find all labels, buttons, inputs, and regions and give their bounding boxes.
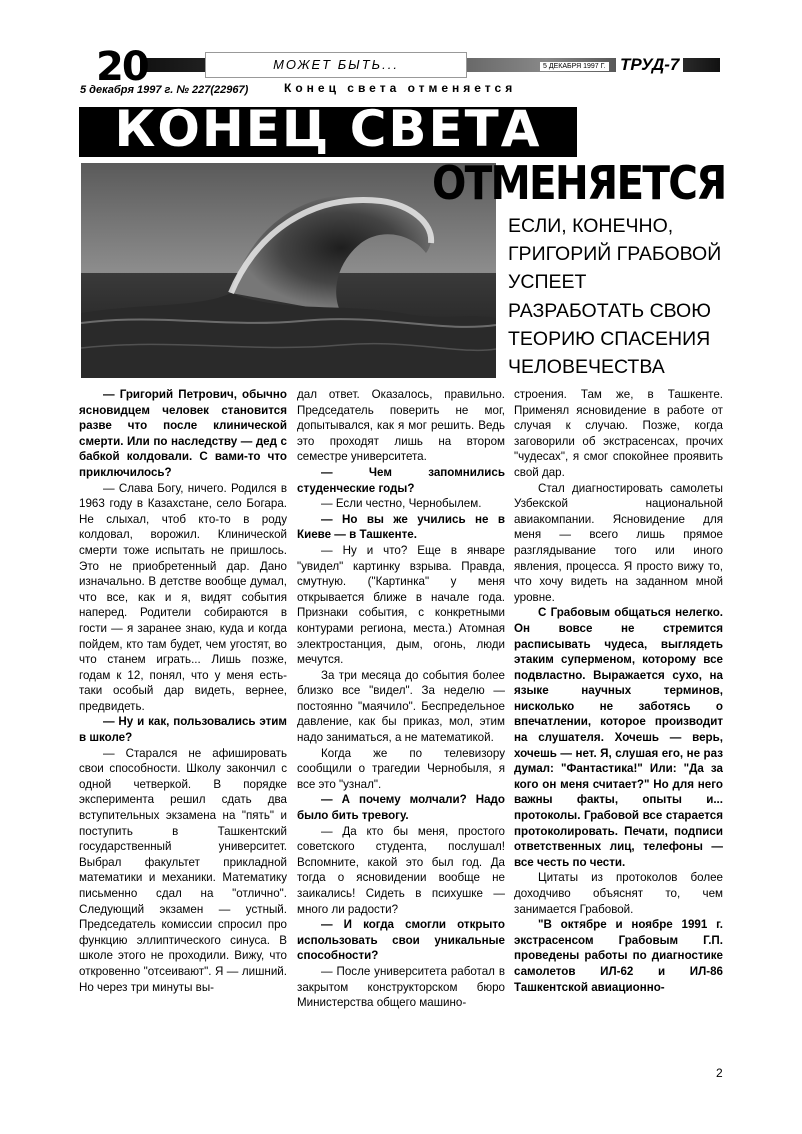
subtitle-line: ЧЕЛОВЕЧЕСТВА — [508, 356, 665, 379]
article-paragraph: Цитаты из протоколов более доходчиво объяснят то, чем занимается Грабовой. — [514, 871, 723, 916]
article-column-2 — [297, 387, 505, 1011]
article-paragraph: — Да кто бы меня, простого советского студента, послушал! Вспомните, какой это был год. Да тогда о ясновидении вообще не заикались! Сидеть в психушке — много ли радости? — [297, 824, 505, 916]
headline-line1: КОНЕЦ СВЕТА — [114, 100, 542, 158]
issue-line: 5 декабря 1997 г. № 227(22967) — [80, 84, 249, 96]
header-date: 5 ДЕКАБРЯ 1997 Г. — [540, 62, 609, 71]
article-paragraph: — И когда смогли открыто использовать свои уникальные способности? — [297, 918, 505, 963]
article-paragraph: С Грабовым общаться нелегко. Он вовсе не стремится расписывать чудеса, выглядеть этаким суперменом, которому все подвластно. Выражается сухо, на языке научных терминов, нисколько не заботясь о впечатлении, которое производит на слушателя. Хочешь — верь, хочешь — нет. Я, слушая его, не раз думал: "Фантастика!" Или: "Да за кого он меня считает?" Но для него важны факты, опыты и... протоколы. Грабовой все старается протоколировать. Печати, подписи ответственных лиц, телефоны — все честь по чести. — [514, 606, 723, 869]
article-paragraph: Стал диагностировать самолеты Узбекской национальной авиакомпании. Ясновидение для меня — всего лишь прямое разглядывание того или иного явления, процесса. Я просто вижу то, что хочу видеть на заданном мной уровне. — [514, 481, 723, 604]
article-paragraph: — Но вы же учились не в Киеве — в Ташкенте. — [297, 512, 505, 542]
header-section-label: МОЖЕТ БЫТЬ... — [205, 52, 467, 78]
article-paragraph: — Чем запомнились студенческие годы? — [297, 465, 505, 495]
subtitle-line: ЕСЛИ, КОНЕЧНО, — [508, 215, 674, 237]
article-paragraph: — Слава Богу, ничего. Родился в 1963 году в Казахстане, село Богара. Не слыхал, чтоб кто-то в роду колдовал, ворожил. Клинической смерти тоже испытать не пришлось. Это не приобретенный дар. Дано изначально. В детстве вообще думал, что все, как и я, видят события наперед. Родители собираются в гости — я заранее знаю, куда и когда пойдем, кто там будет, чем угостят, во что станем играть... Лишь позже, годам к 12, понял, что у меня есть-таки особый дар видеть, вернее, предвидеть. — [79, 481, 287, 713]
newspaper-name: ТРУД-7 — [616, 56, 683, 74]
kicker-title: Конец света отменяется — [284, 81, 517, 95]
article-paragraph: — Ну и что? Еще в январе "увидел" картинку взрыва. Правда, смутную. ("Картинка" у меня открывается ближе в начале года. Признаки события, с конкретными контурами региона, места.) Атомная электростанция, дым, огонь, люди мечутся. — [297, 543, 505, 667]
article-paragraph: дал ответ. Оказалось, правильно. Председатель поверить не мог, допытывался, как я мог решить. Ведь это проходят лишь на втором семестре университета. — [297, 388, 505, 464]
header-page-number: 20 — [96, 44, 148, 90]
article-paragraph: — Ну и как, пользовались этим в школе? — [79, 715, 287, 745]
article-paragraph: Когда же по телевизору сообщили о трагедии Чернобыля, я все это "узнал". — [297, 746, 505, 791]
article-paragraph: За три месяца до события более близко все "видел". За неделю — постоянно "маячило". Беспредельное давление, как бы приказ, мол, этим надо заниматься, а не математикой. — [297, 668, 505, 745]
article-column-3 — [514, 387, 723, 995]
subtitle-line: УСПЕЕТ — [508, 271, 587, 294]
article-paragraph: — Если честно, Чернобылем. — [321, 497, 482, 511]
subtitle-line: РАЗРАБОТАТЬ СВОЮ — [508, 299, 711, 322]
article-paragraph: — После университета работал в закрытом конструкторском бюро Министерства общего машино- — [297, 964, 505, 1010]
headline-line2: ОТМЕНЯЕТСЯ — [432, 156, 726, 210]
page-number: 2 — [716, 1066, 723, 1080]
article-paragraph: — Старался не афишировать свои способности. Школу закончил с одной четверкой. В порядке эксперимента решил сдать два вступительных экзамена на "пять" и поступить в Ташкентский государственный университет. Выбрал факультет прикладной математики и механики. Математику письменно сдал на "отлично". Следующий экзамен — устный. Председатель комиссии спросил про функцию эллиптического синуса. В школе этого не проходили. Вижу, что откровенно "отсеивают". Я — лишний. Но через три минуты вы- — [79, 746, 287, 994]
article-column-1 — [79, 387, 287, 995]
subtitle-line: ГРИГОРИЙ ГРАБОВОЙ — [508, 243, 722, 266]
article-paragraph: "В октябре и ноябре 1991 г. экстрасенсом Грабовым Г.П. проведены работы по диагностике самолетов ИЛ-62 и ИЛ-86 Ташкентской авиационно- — [514, 918, 723, 994]
article-paragraph: — А почему молчали? Надо было бить тревогу. — [297, 793, 505, 823]
article-paragraph: — Григорий Петрович, обычно ясновидцем человек становится разве что после клинической смерти. Или по наследству — дед с бабкой колдовали. С вами-то что приключилось? — [79, 388, 287, 479]
subtitle-line: ТЕОРИЮ СПАСЕНИЯ — [508, 327, 711, 350]
subtitle — [508, 212, 738, 381]
article-paragraph: строения. Там же, в Ташкенте. Применял ясновидение в работе от случая к случаю. Позже, когда заговорили об экстрасенсах, прочих "чудесах", я смог спокойнее проявить свой дар. — [514, 388, 723, 479]
